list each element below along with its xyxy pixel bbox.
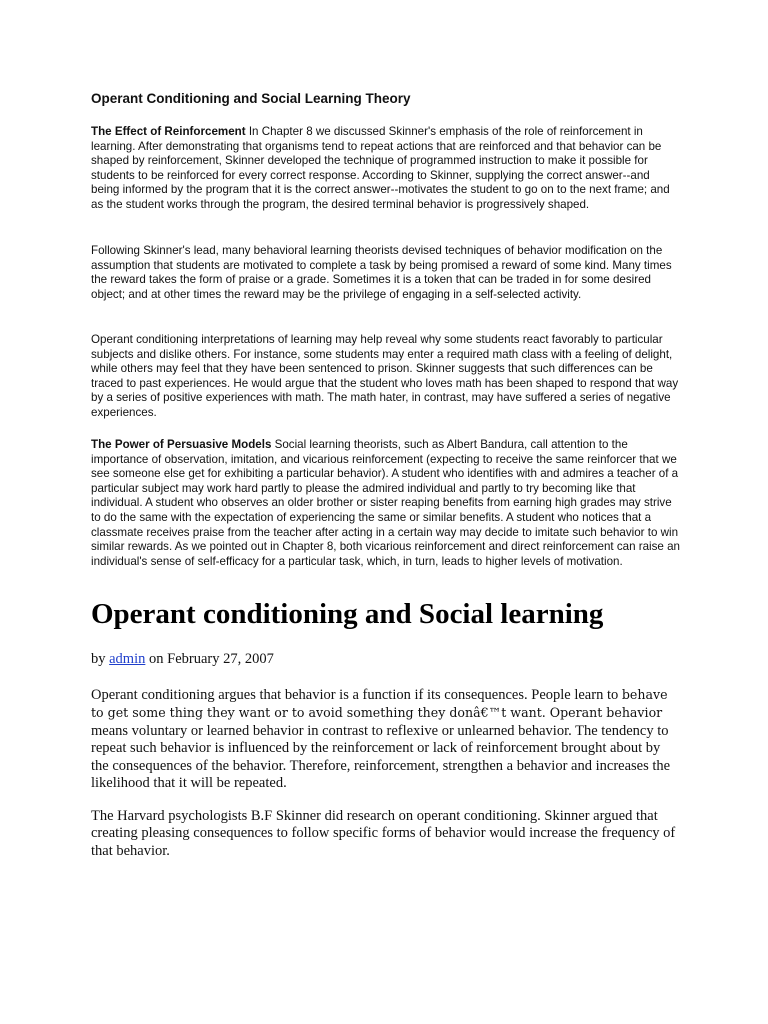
paragraph-text-part-2: behave to get some thing they want or to avoid something they donâ€™t want. Operant behavior: [91, 687, 668, 721]
paragraph-heading: The Power of Persuasive Models: [91, 438, 272, 451]
author-link[interactable]: admin: [109, 651, 146, 667]
section-title: Operant Conditioning and Social Learning Theory: [91, 91, 411, 106]
paragraph-text: Social learning theorists, such as Albert Bandura, call attention to the importance of observation, imitation, and vicarious reinforcement (expecting to receive the same reinforcer that we see someone else get for exhibiting a particular behavior). A student who identifies with and admires a teacher of a particular subject may work hard partly to please the admired individual and partly to try becoming like that individual. A student who observes an older brother or sister reaping benefits from earning high grades may strive to do the same with the expectation of experiencing the same or similar benefits. A student who notices that a classmate receives praise from the teacher after acting in a certain way may decide to imitate such behavior to win similar rewards. As we pointed out in Chapter 8, both vicarious reinforcement and direct reinforcement can raise an individual's sense of self-efficacy for a particular task, which, in turn, leads to higher levels of motivation.: [91, 438, 680, 568]
byline-date: on February 27, 2007: [145, 651, 274, 667]
article-title: Operant conditioning and Social learning: [91, 598, 604, 630]
paragraph-effect-of-reinforcement: [91, 125, 681, 213]
paragraph-harvard-skinner: The Harvard psychologists B.F Skinner did research on operant conditioning. Skinner argued that creating pleasing consequences to follow specific forms of behavior would increase the frequency of that behavior.: [91, 808, 676, 859]
paragraph-heading: The Effect of Reinforcement: [91, 125, 246, 138]
byline: [91, 651, 274, 668]
paragraph-operant-conditioning: [91, 686, 681, 792]
paragraph-text-part-3: means voluntary or learned behavior in contrast to reflexive or unlearned behavior. The tendency to repeat such behavior is influenced by the reinforcement or lack of reinforcement brought about by the consequences of the behavior. Therefore, reinforcement, strengthen a behavior and increases the likelihood that it will be repeated.: [91, 722, 671, 792]
paragraph-operant-interpretations: Operant conditioning interpretations of learning may help reveal why some students react favorably to particular subjects and dislike others. For instance, some students may enter a required math class with a feeling of delight, while others may feel that they have been sentenced to prison. Skinner suggests that such differences can be traced to past experiences. He would argue that the student who loves math has been shaped to respond that way by a series of positive experiences with math. The math hater, in contrast, may have suffered a series of negative experiences.: [91, 333, 679, 419]
paragraph-text-part-1: Operant conditioning argues that behavior is a function if its consequences. People learn to: [91, 687, 622, 703]
byline-prefix: by: [91, 651, 110, 667]
paragraph-behavior-modification: Following Skinner's lead, many behavioral learning theorists devised techniques of behavior modification on the assumption that students are motivated to complete a task by being promised a reward of some kind. Many times the reward takes the form of praise or a grade. Sometimes it is a token that can be traded in for some desired object; and at other times the reward may be the privilege of engaging in a self-selected activity.: [91, 244, 672, 301]
paragraph-text: In Chapter 8 we discussed Skinner's emphasis of the role of reinforcement in learning. After demonstrating that organisms tend to repeat actions that are reinforced and that behavior can be shaped by reinforcement, Skinner developed the technique of programmed instruction to make it possible for students to be reinforced for every correct response. According to Skinner, supplying the correct answer--and being informed by the program that it is the correct answer--motivates the student to go on to the next frame; and as the student works through the program, the desired terminal behavior is progressively shaped.: [91, 125, 670, 211]
paragraph-persuasive-models: [91, 438, 681, 569]
